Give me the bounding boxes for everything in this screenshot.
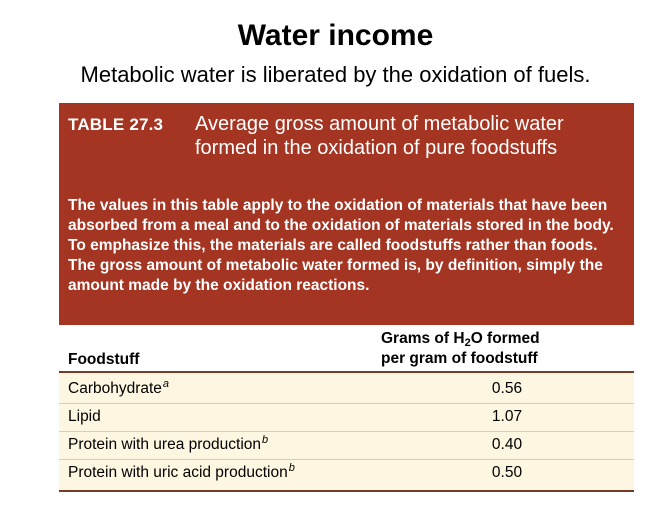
slide-subtitle: Metabolic water is liberated by the oxidation of fuels. [80, 62, 591, 87]
row-grams-value: 0.56 [491, 380, 523, 397]
metabolic-water-table [59, 103, 634, 493]
table-row [59, 459, 634, 487]
table-bottom-rule [59, 490, 634, 492]
column-header-row [59, 325, 634, 371]
slide-title: Water income [237, 19, 434, 52]
table-note: The values in this table apply to the oxidation of materials that have been absorbed from a meal and to the oxidation of materials stored in the body. To emphasize this, the materials are called foodstuffs rather than foods. The gross amount of metabolic water formed is, by definition, simply the amount made by the oxidation reactions. [68, 197, 614, 294]
footnote-mark: a [162, 378, 170, 390]
row-foodstuff-name: Protein with urea production$^b$ [68, 434, 269, 453]
footnote-mark: b [262, 434, 269, 446]
footnote-mark: b [288, 462, 295, 474]
table-number: TABLE 27.3 [68, 115, 164, 134]
table-caption: Average gross amount of metabolic water formed in the oxidation of pure foodstuffs [195, 113, 564, 159]
row-grams-value: 1.07 [491, 408, 523, 425]
column-header-grams-line2: per gram of foodstuff [381, 350, 538, 367]
row-grams-value: 0.50 [491, 464, 523, 481]
column-header-grams [381, 329, 631, 369]
table-row [59, 431, 634, 460]
column-header-grams-suffix: O formed [470, 330, 540, 347]
row-foodstuff-name: Carbohydrate$^a$ [68, 378, 170, 397]
table-body [59, 373, 634, 490]
table-header-band [59, 103, 634, 325]
table-row [59, 375, 634, 404]
column-header-foodstuff: Foodstuff [68, 351, 140, 368]
row-foodstuff-name: Lipid [68, 408, 101, 425]
column-header-grams-subscript: 2 [464, 337, 471, 349]
row-grams-value: 0.40 [491, 436, 523, 453]
table-row [59, 403, 634, 432]
column-header-grams-prefix: Grams of H [381, 330, 465, 347]
row-foodstuff-name: Protein with uric acid production$^b$ [68, 462, 295, 481]
